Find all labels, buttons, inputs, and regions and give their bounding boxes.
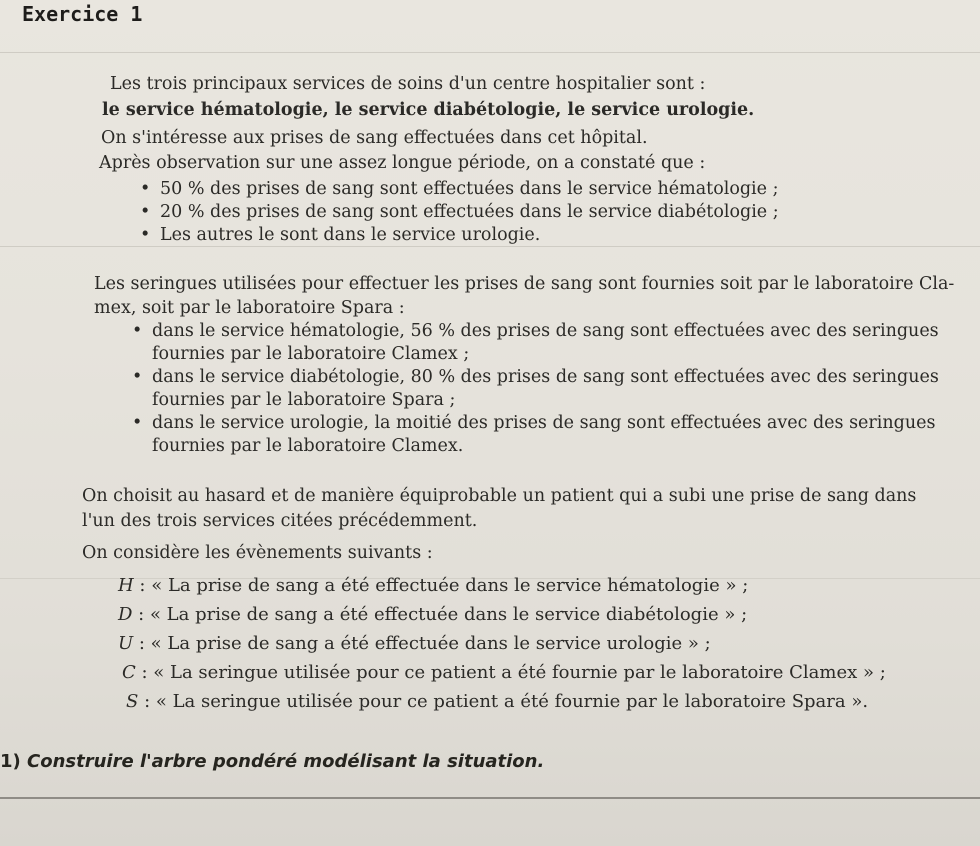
event-symbol: C xyxy=(122,662,136,683)
event-c xyxy=(122,661,886,685)
list-item xyxy=(132,320,939,366)
event-symbol: D xyxy=(118,604,133,625)
event-text: : « La prise de sang a été effectuée dans le service hématologie » ; xyxy=(133,575,749,596)
list-item: • 20 % des prises de sang sont effectuées dans le service diabétologie ; xyxy=(140,201,779,224)
event-h xyxy=(118,574,748,598)
event-text: : « La seringue utilisée pour ce patient a été fournie par le laboratoire Clamex » ; xyxy=(135,662,886,683)
event-symbol: U xyxy=(118,633,134,654)
list-item xyxy=(132,366,939,412)
list-item-line: fournies par le laboratoire Clamex ; xyxy=(152,344,470,364)
event-symbol: H xyxy=(118,575,134,596)
event-text: : « La prise de sang a été effectuée dans le service urologie » ; xyxy=(133,633,711,654)
event-text: : « La prise de sang a été effectuée dans le service diabétologie » ; xyxy=(132,604,748,625)
list-item: • 50 % des prises de sang sont effectuées dans le service hématologie ; xyxy=(140,178,779,201)
list-item-line: fournies par le laboratoire Clamex. xyxy=(152,436,464,456)
syringes-bullet-list xyxy=(132,320,939,458)
choice-line: l'un des trois services citées précédemment. xyxy=(82,511,478,531)
list-item: • Les autres le sont dans le service urologie. xyxy=(140,224,779,247)
intro-services-line: le service hématologie, le service diabétologie, le service urologie. xyxy=(102,100,755,120)
list-item-line: fournies par le laboratoire Spara ; xyxy=(152,390,456,410)
page-rule xyxy=(0,52,980,53)
choice-line: On choisit au hasard et de manière équiprobable un patient qui a subi une prise de sang dans xyxy=(82,486,917,506)
page-rule xyxy=(0,797,980,799)
event-text: : « La seringue utilisée pour ce patient a été fournie par le laboratoire Spara ». xyxy=(138,691,869,712)
exercise-heading: Exercice 1 xyxy=(22,2,143,26)
intro-line: On s'intéresse aux prises de sang effectuées dans cet hôpital. xyxy=(101,128,648,148)
event-u xyxy=(118,632,711,656)
syringes-line: mex, soit par le laboratoire Spara : xyxy=(94,298,405,318)
question-number: 1) xyxy=(0,751,21,772)
list-item-line: • dans le service urologie, la moitié des prises de sang sont effectuées avec des seringues xyxy=(152,413,936,433)
question-text: Construire l'arbre pondéré modélisant la situation. xyxy=(20,751,545,772)
event-s xyxy=(126,690,868,714)
list-item-line: • dans le service diabétologie, 80 % des prises de sang sont effectuées avec des seringues xyxy=(152,367,939,387)
list-item xyxy=(132,412,939,458)
intro-line: Les trois principaux services de soins d'un centre hospitalier sont : xyxy=(110,74,706,94)
choice-line: On considère les évènements suivants : xyxy=(82,543,433,563)
list-item-line: • dans le service hématologie, 56 % des prises de sang sont effectuées avec des seringues xyxy=(152,321,939,341)
syringes-line: Les seringues utilisées pour effectuer les prises de sang sont fournies soit par le laboratoire Cla- xyxy=(94,274,955,294)
event-d xyxy=(118,603,747,627)
intro-bullet-list xyxy=(140,178,779,247)
intro-line: Après observation sur une assez longue période, on a constaté que : xyxy=(99,153,706,173)
event-symbol: S xyxy=(126,691,139,712)
question-1 xyxy=(0,751,544,772)
